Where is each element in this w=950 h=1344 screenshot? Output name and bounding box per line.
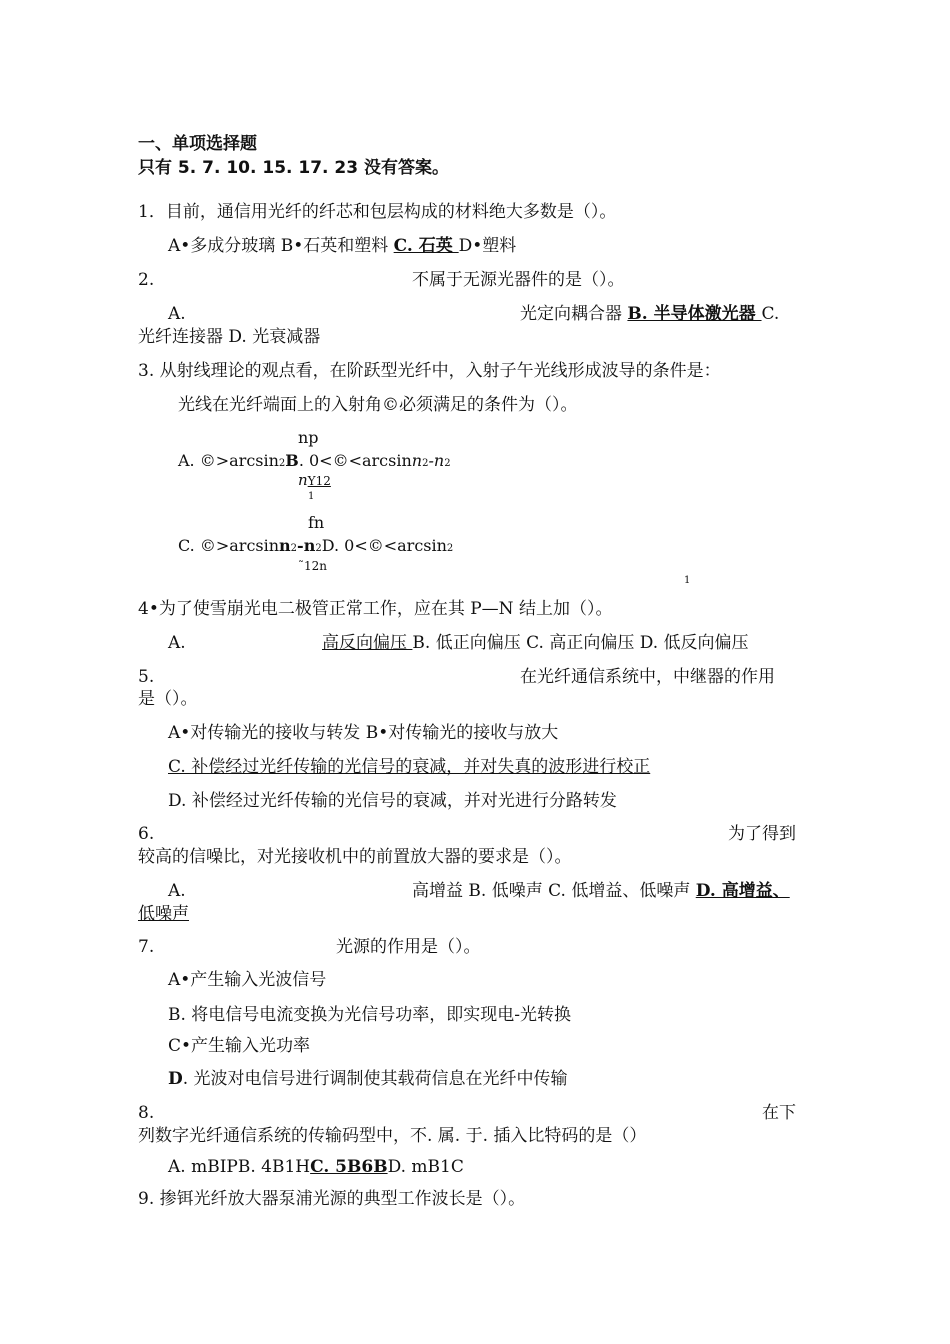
- question-4-option-a-label: A.: [168, 633, 186, 653]
- question-9-stem: 9. 掺铒光纤放大器泵浦光源的典型工作波长是（）。: [138, 1189, 526, 1209]
- question-5-stem: 在光纤通信系统中，中继器的作用: [520, 667, 775, 687]
- formula-one-b: 1: [684, 575, 691, 586]
- question-4-options: [322, 632, 749, 654]
- question-7-stem: 光源的作用是（）。: [336, 937, 481, 957]
- question-4-stem: 4•为了使雪崩光电二极管正常工作，应在其 P—N 结上加（）。: [138, 599, 613, 619]
- question-2-option-a-label: A.: [168, 304, 186, 324]
- question-2-continued: 光纤连接器 D. 光衰减器: [138, 327, 321, 347]
- formula-a-sub: 2: [278, 458, 286, 469]
- formula-np: np: [298, 428, 319, 447]
- question-3-stem: 3. 从射线理论的观点看，在阶跃型光纤中，入射子午光线形成波导的条件是：: [138, 361, 721, 381]
- question-6-stem: 为了得到: [728, 824, 796, 844]
- question-7-option-d-label: D: [168, 1069, 183, 1089]
- question-6-answer: D. 高增益、: [695, 881, 790, 901]
- formula-fn: fn: [308, 513, 325, 532]
- formula-c-n: n: [279, 536, 291, 555]
- question-6-opts: 高增益 B. 低噪声 C. 低增益、低噪声: [412, 881, 696, 901]
- formula-b-pre: . 0<©<arcsin: [298, 451, 412, 470]
- question-2-post: C.: [761, 304, 780, 324]
- question-6-continued: 较高的信噪比，对光接收机中的前置放大器的要求是（）。: [138, 847, 572, 867]
- formula-d-pre: D. 0<©<arcsin: [321, 536, 447, 555]
- question-8-number: 8.: [138, 1103, 155, 1123]
- question-2-pre: 光定向耦合器: [520, 304, 628, 324]
- question-2-answer: B. 半导体激光器: [627, 304, 762, 324]
- question-2-number: 2.: [138, 270, 155, 290]
- question-4-answer: 高反向偏压: [322, 633, 413, 653]
- formula-b-n: n: [411, 451, 423, 470]
- question-5-options-ab: A•对传输光的接收与转发 B•对传输光的接收与放大: [168, 723, 559, 743]
- formula-c-n2: -n: [297, 536, 316, 555]
- question-2-stem: 不属于无源光器件的是（）。: [412, 270, 625, 290]
- question-8-opts-post: D. mB1C: [387, 1157, 464, 1177]
- question-6-option-a-label: A.: [168, 881, 186, 901]
- formula-ny: [298, 469, 331, 492]
- question-1-stem: 1．目前，通信用光纤的纤芯和包层构成的材料绝大多数是（）。: [138, 202, 617, 222]
- formula-c-sub: 2: [290, 543, 298, 554]
- question-5-option-c-answer: C. 补偿经过光纤传输的光信号的衰减，并对失真的波形进行校正: [168, 757, 651, 777]
- question-8-continued: 列数字光纤通信系统的传输码型中，不. 属. 于. 插入比特码的是（）: [138, 1126, 647, 1146]
- question-5-continued: 是（）。: [138, 689, 198, 709]
- question-1-opts-a: A•多成分玻璃 B•石英和塑料: [168, 236, 394, 256]
- formula-a-pre: A. ©>arcsin: [178, 451, 279, 470]
- question-7-option-a: A•产生输入光波信号: [168, 970, 327, 990]
- question-8-opts-pre: A. mBIPB. 4B1H: [168, 1157, 311, 1177]
- formula-ny-n: n: [298, 471, 308, 489]
- question-5-option-d: D. 补偿经过光纤传输的光信号的衰减，并对光进行分路转发: [168, 791, 617, 811]
- question-4-rest: B. 低正向偏压 C. 高正向偏压 D. 低反向偏压: [412, 633, 749, 653]
- question-1-answer: C. 石英: [393, 236, 459, 256]
- question-3-stem-2: 光线在光纤端面上的入射角©必须满足的条件为（）。: [178, 395, 578, 415]
- formula-b-n2: -n: [428, 451, 445, 470]
- formula-b-label: B: [285, 451, 299, 470]
- question-7-option-d-text: . 光波对电信号进行调制使其载荷信息在光纤中传输: [182, 1069, 568, 1089]
- formula-c-sub2: 2: [315, 543, 322, 554]
- question-6-answer-continued: 低噪声: [138, 904, 189, 924]
- question-5-number: 5.: [138, 667, 155, 687]
- formula-one-a: 1: [308, 491, 315, 502]
- section-note: 只有 5. 7. 10. 15. 17. 23 没有答案。: [138, 158, 450, 178]
- question-1-opts-b: D•塑料: [458, 236, 517, 256]
- formula-b-sub2: 2: [444, 458, 451, 469]
- question-8-answer: C. 5B6B: [310, 1157, 388, 1177]
- formula-n12: ˜12n: [298, 559, 327, 573]
- formula-d-sub: 2: [446, 543, 454, 554]
- question-2-options: [520, 303, 779, 325]
- question-7-number: 7.: [138, 937, 155, 957]
- question-7-option-c: C•产生输入光功率: [168, 1036, 311, 1056]
- question-1-options: [168, 235, 516, 257]
- question-7-option-b: B. 将电信号电流变换为光信号功率，即实现电-光转换: [168, 1005, 572, 1025]
- question-8-options: [168, 1156, 464, 1178]
- question-7-option-d: [168, 1068, 568, 1090]
- formula-b-sub: 2: [422, 458, 429, 469]
- section-title: 一、单项选择题: [138, 134, 257, 154]
- question-8-stem: 在下: [762, 1103, 796, 1123]
- formula-c-pre: C. ©>arcsin: [178, 536, 280, 555]
- formula-ny-sub: Y12: [307, 474, 331, 488]
- question-6-number: 6.: [138, 824, 155, 844]
- question-6-options: [412, 880, 790, 902]
